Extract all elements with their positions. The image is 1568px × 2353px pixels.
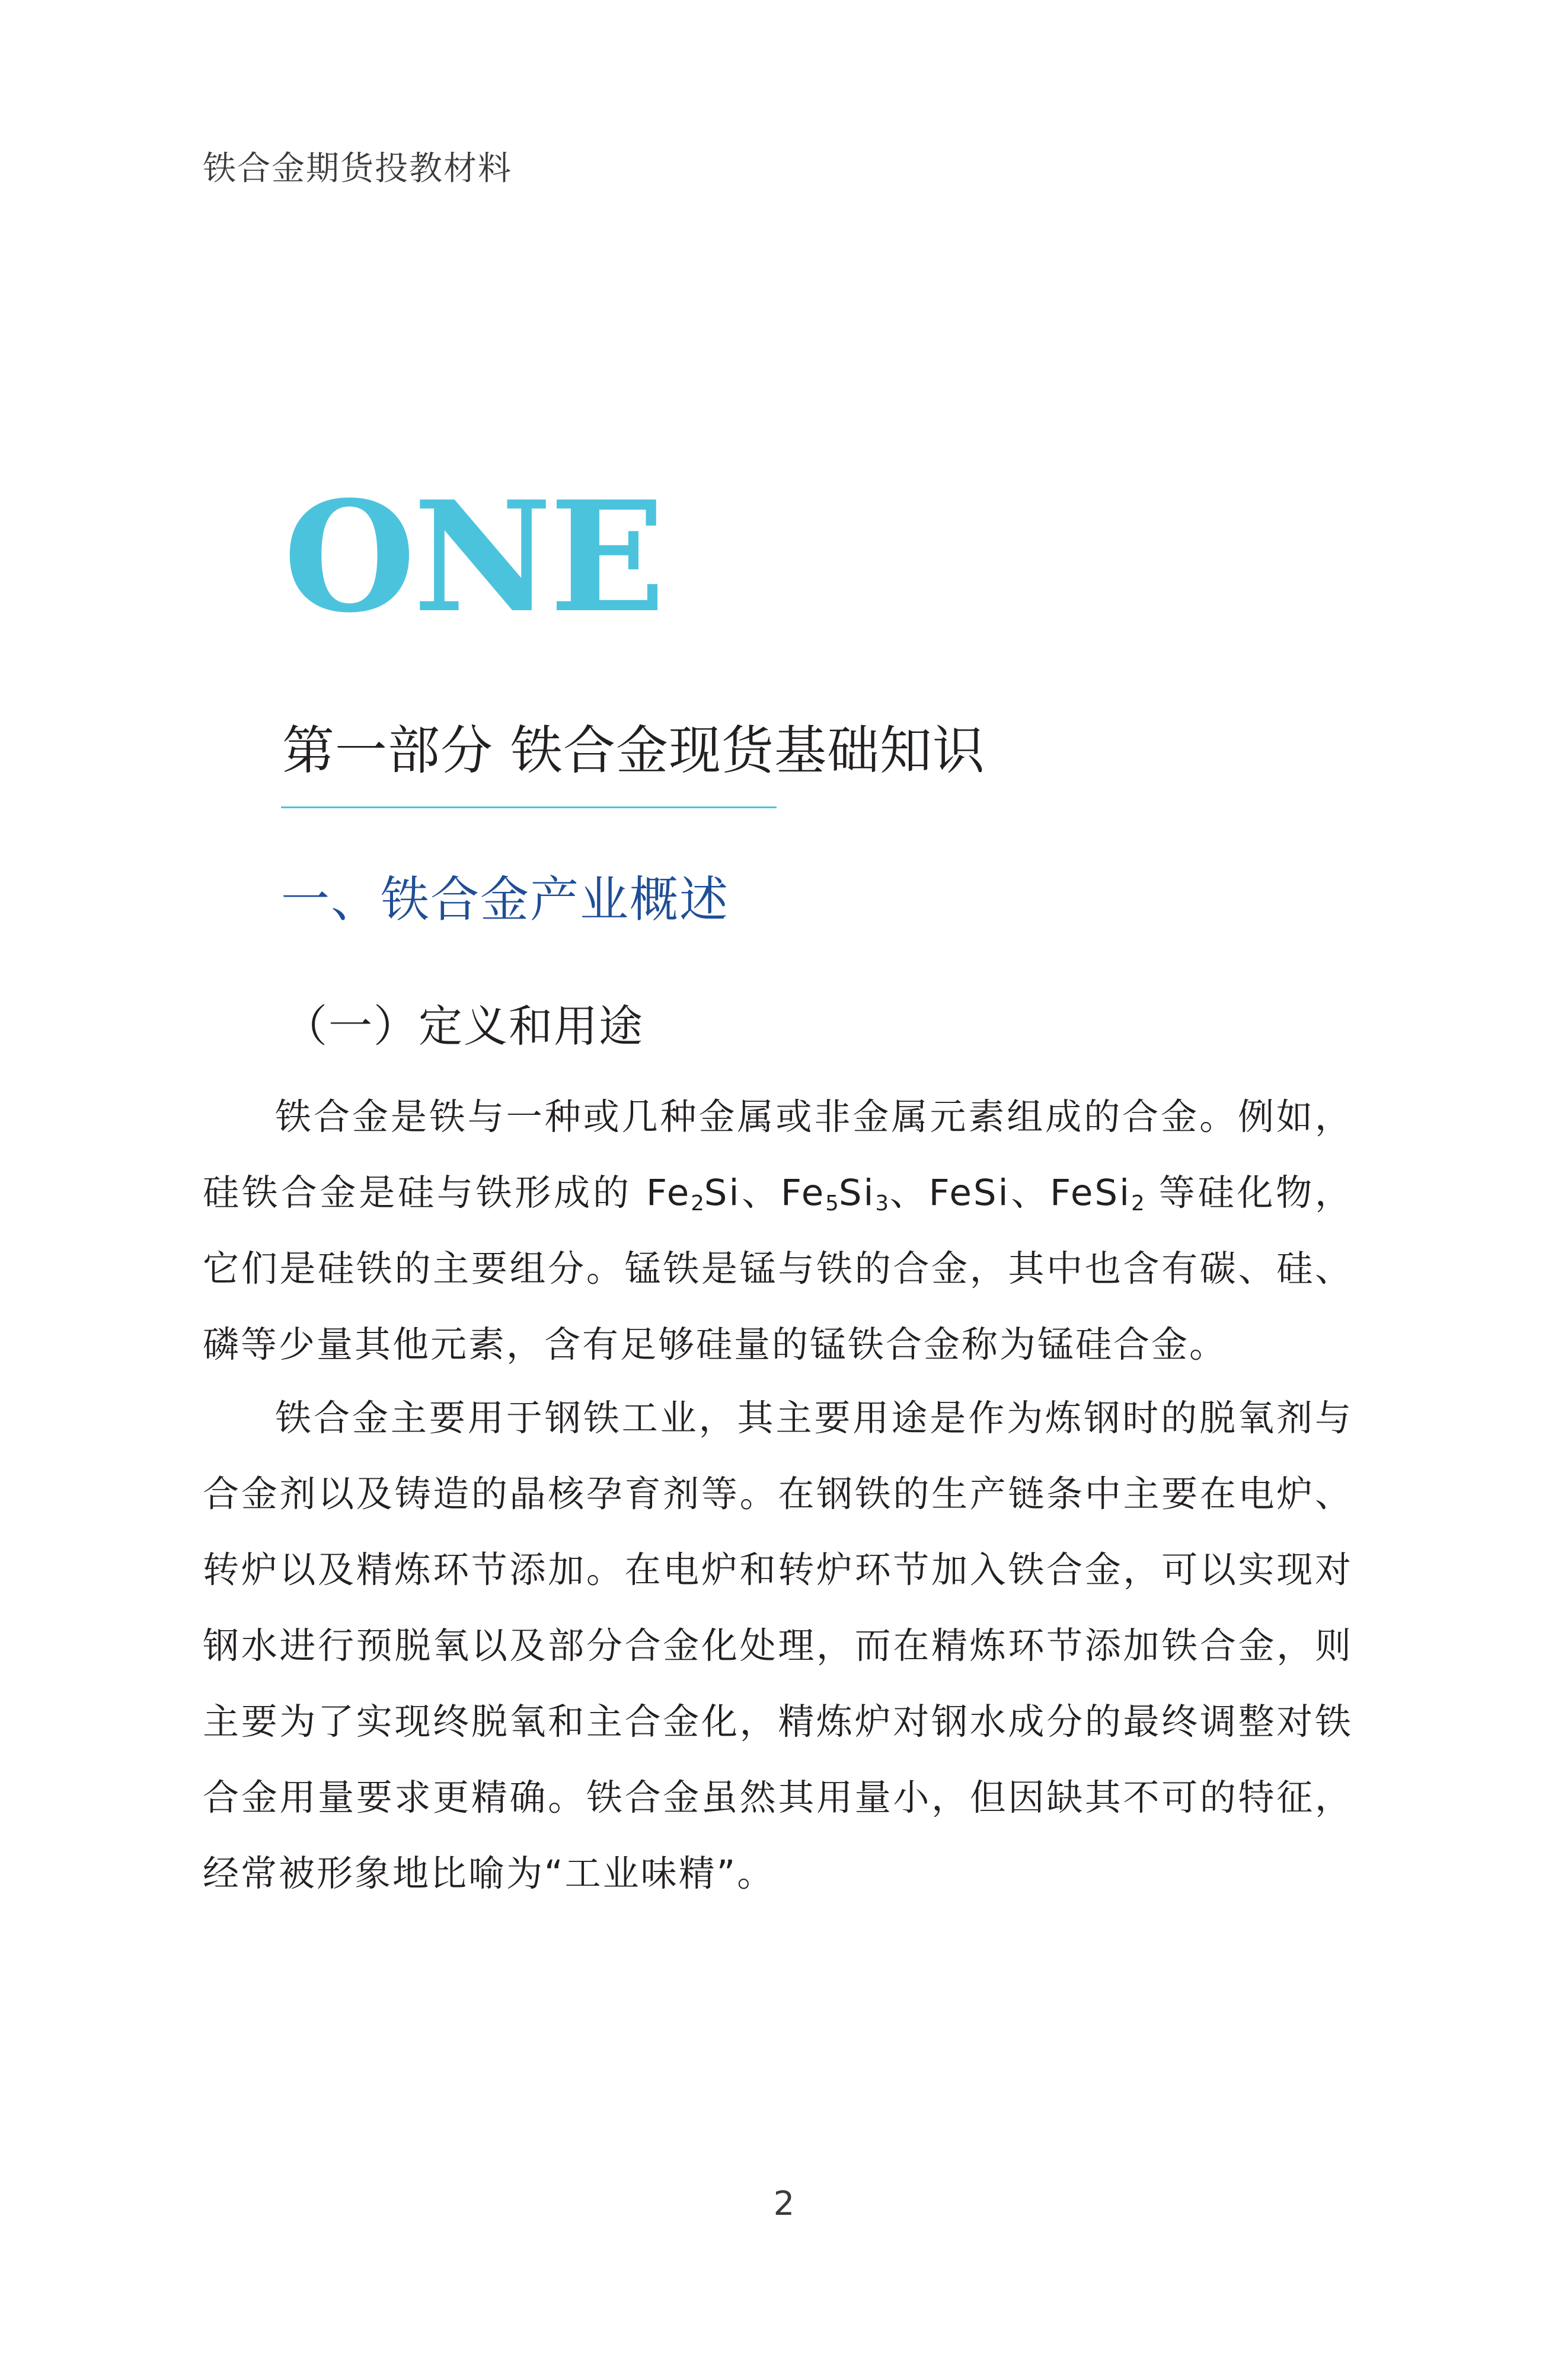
paragraph-segment: 铁合金是铁与一种或几种金属或非金属元素组成的合金。例如，硅铁合金是硅与铁形成的 Fe — [203, 1096, 1353, 1214]
paragraph-segment: Si — [838, 1172, 876, 1214]
part-title: 第一部分 铁合金现货基础知识 — [282, 720, 985, 781]
subsection-title: （一）定义和用途 — [283, 1001, 644, 1052]
section-title: 一、铁合金产业概述 — [281, 872, 730, 928]
body-paragraph-1 — [203, 1079, 1353, 1383]
subscript: 2 — [691, 1191, 704, 1216]
subscript: 3 — [875, 1191, 889, 1216]
paragraph-segment: 等硅化物，它们是硅铁的主要组分。锰铁是锰与铁的合金，其中也含有碳、硅、磷等少量其他元素，含有足够硅量的锰铁合金称为锰硅合金。 — [203, 1172, 1353, 1366]
paragraph-text: 铁合金主要用于钢铁工业，其主要用途是作为炼钢时的脱氧剂与合金剂以及铸造的晶核孕育剂等。在钢铁的生产链条中主要在电炉、转炉以及精炼环节添加。在电炉和转炉环节加入铁合金，可以实现对钢水进行预脱氧以及部分合金化处理，而在精炼环节添加铁合金，则主要为了实现终脱氧和主合金化，精炼炉对钢水成分的最终调整对铁合金用量要求更精确。铁合金虽然其用量小，但因缺其不可的特征，经常被形象地比喻为“工业味精”。 — [203, 1397, 1353, 1895]
paragraph-text — [203, 1079, 1353, 1383]
paragraph-segment: 、FeSi、FeSi — [889, 1172, 1132, 1214]
running-header: 铁合金期货投教材料 — [203, 149, 512, 188]
subscript: 2 — [1131, 1191, 1145, 1216]
body-paragraph-2 — [203, 1380, 1353, 1912]
page-number: 2 — [773, 2185, 795, 2223]
part-title-underline — [281, 806, 777, 808]
part-number-word: ONE — [283, 468, 663, 646]
paragraph-segment: Si、Fe — [704, 1172, 826, 1214]
subscript: 5 — [825, 1191, 839, 1216]
